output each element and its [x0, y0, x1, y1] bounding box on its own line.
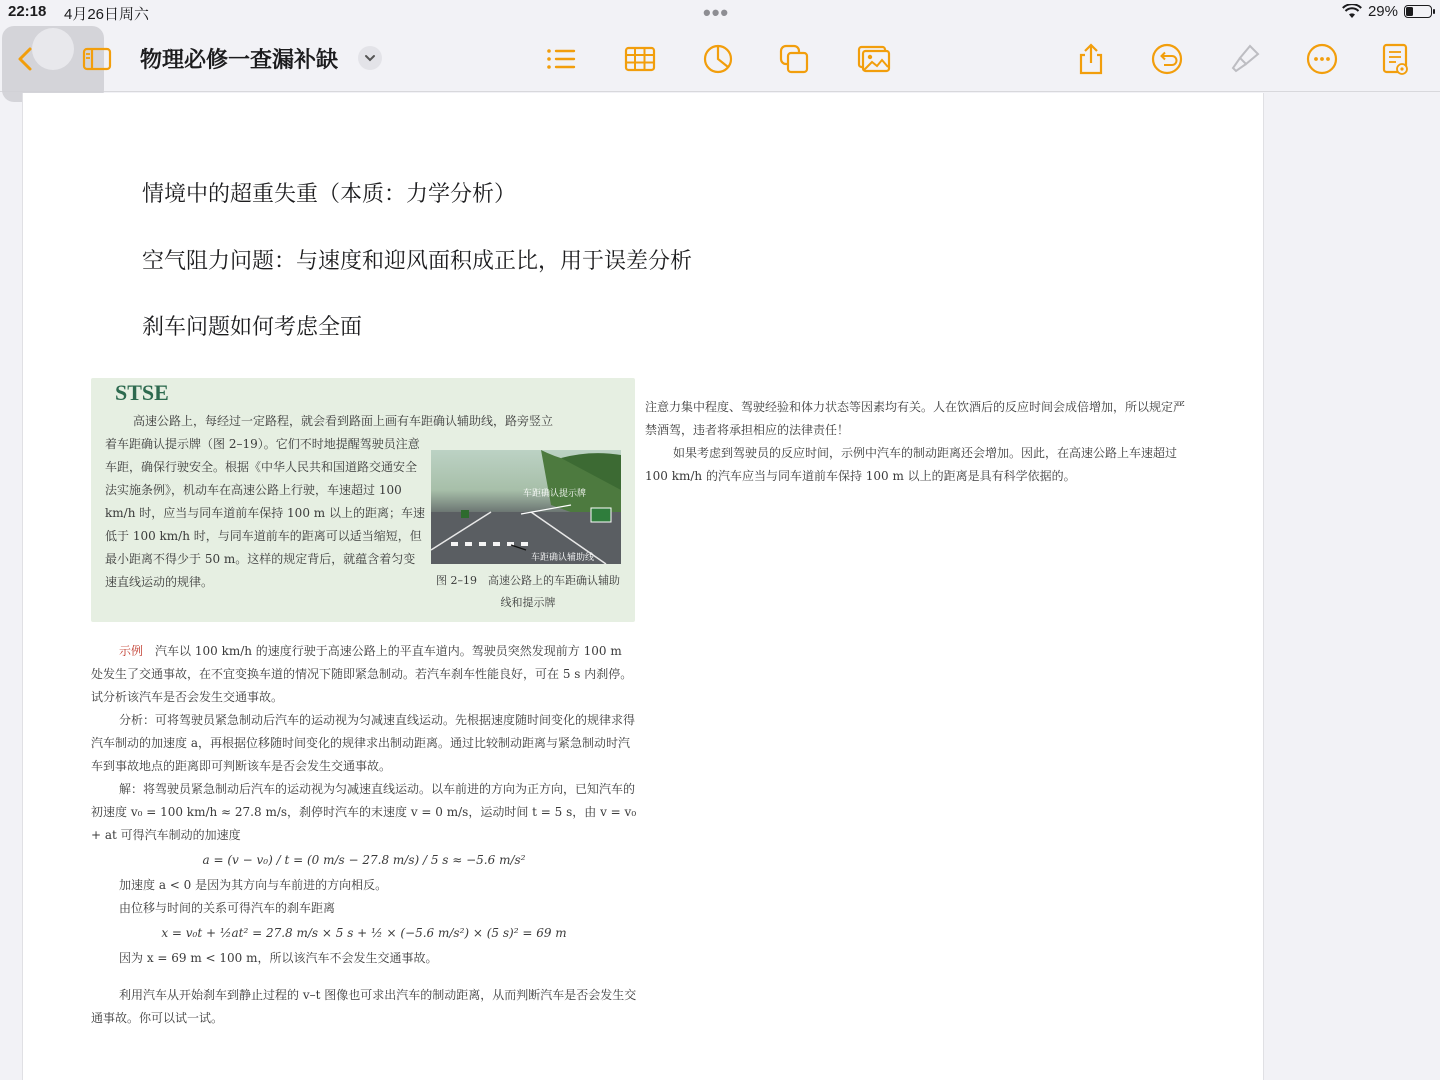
figure-caption: 图 2–19 高速公路上的车距确认辅助线和提示牌 [436, 574, 620, 609]
photo-label-sign: 车距确认提示牌 [523, 489, 587, 499]
distance-intro: 由位移与时间的关系可得汽车的刹车距离 [119, 901, 336, 915]
solution-text: 解：将驾驶员紧急制动后汽车的运动视为匀减速直线运动。以车前进的方向为正方向，已知汽车的初速度 v₀ = 100 km/h ≈ 27.8 m/s，刹停时汽车的末速度 v = 0 m/s，运动时间 t = 5 s，由 v = v₀ + at 可得汽车制动的加速度 [91, 782, 637, 842]
format-brush-icon[interactable] [1224, 38, 1266, 80]
document-page[interactable] [22, 93, 1264, 1080]
chevron-down-icon [363, 51, 377, 65]
share-icon[interactable] [1070, 38, 1112, 80]
undo-icon[interactable] [1146, 38, 1188, 80]
stse-title: STSE [115, 380, 169, 405]
note-line-3[interactable]: 刹车问题如何考虑全面 [142, 315, 363, 340]
status-bar [0, 0, 1440, 26]
road-photo [431, 450, 621, 564]
document-title[interactable]: 物理必修一查漏补缺 [140, 48, 339, 73]
stse-first-line: 高速公路上，每经过一定路程，就会看到路面上画有车距确认辅助线，路旁竖立 [133, 414, 554, 428]
formula-distance: x = v₀t + ½at² = 27.8 m/s × 5 s + ½ × (−5.6 m/s²) × (5 s)² = 69 m [161, 926, 567, 940]
chart-icon[interactable] [697, 38, 739, 80]
right-paragraph-2: 如果考虑到驾驶员的反应时间，示例中汽车的制动距离还会增加。因此，在高速公路上车速超过 100 km/h 的汽车应当与同车道前车保持 100 m 以上的距离是具有科学依据的。 [645, 446, 1178, 483]
table-icon[interactable] [619, 38, 661, 80]
status-right [1342, 3, 1432, 20]
stse-text [105, 410, 554, 594]
multitask-dots[interactable]: ••• [703, 0, 730, 25]
right-paragraph-1: 注意力集中程度、驾驶经验和体力状态等因素均有关。人在饮酒后的反应时间会成倍增加，所以规定严禁酒驾，违者将承担相应的法律责任！ [645, 400, 1186, 437]
stse-box [91, 378, 635, 622]
stse-rest: 着车距确认提示牌（图 2–19）。它们不时地提醒驾驶员注意车距，确保行驶安全。根据《中华人民共和国道路交通安全法实施条例》，机动车在高速公路上行驶，车速超过 100 km/h 时，应当与同车道前车保持 100 m 以上的距离；车速低于 100 km/h 时，与同车道前车的距离可以适当缩短，但最小距离不得少于 50 m。这样的规定背后，就蕴含着匀变速直线运动的规律。 [105, 437, 425, 589]
sidebar-icon[interactable] [76, 38, 118, 80]
acceleration-note: 加速度 a < 0 是因为其方向与车前进的方向相反。 [119, 878, 388, 892]
note-line-2[interactable]: 空气阻力问题：与速度和迎风面积成正比，用于误差分析 [142, 249, 693, 274]
example-section [91, 640, 637, 1030]
battery-percent: 29% [1367, 3, 1398, 20]
title-menu-button[interactable] [358, 46, 382, 70]
vt-note: 利用汽车从开始刹车到静止过程的 v–t 图像也可求出汽车的制动距离，从而判断汽车是否会发生交通事故。你可以试一试。 [91, 988, 637, 1025]
right-column [645, 396, 1195, 488]
analysis-text: 分析：可将驾驶员紧急制动后汽车的运动视为匀减速直线运动。先根据速度随时间变化的规律求得汽车制动的加速度 a，再根据位移随时间变化的规律求出制动距离。通过比较制动距离与紧急制动时汽车到事故地点的距离即可判断该车是否会发生交通事故。 [91, 713, 636, 773]
shapes-icon[interactable] [773, 38, 815, 80]
status-date: 4月26日周六 [64, 6, 150, 23]
example-tag: 示例 [119, 644, 144, 658]
more-icon[interactable] [1301, 38, 1343, 80]
formula-acceleration: a = (v − v₀) / t = (0 m/s − 27.8 m/s) / 5 s ≈ −5.6 m/s² [202, 853, 526, 867]
battery-icon [1404, 5, 1432, 18]
conclusion-text: 因为 x = 69 m < 100 m，所以该汽车不会发生交通事故。 [119, 951, 438, 965]
list-icon[interactable] [540, 38, 582, 80]
textbook-image[interactable] [91, 378, 1211, 1078]
wifi-icon [1342, 4, 1362, 19]
note-line-1[interactable]: 情境中的超重失重（本质：力学分析） [142, 182, 517, 207]
toolbar [0, 26, 1440, 92]
battery-fill [1406, 7, 1413, 16]
road-scene-image [431, 450, 621, 564]
back-icon[interactable] [6, 38, 48, 80]
media-icon[interactable] [853, 38, 895, 80]
document-settings-icon[interactable] [1374, 38, 1416, 80]
status-time: 22:18 [8, 3, 47, 20]
photo-label-line: 车距确认辅助线 [531, 553, 595, 563]
example-text: 汽车以 100 km/h 的速度行驶于高速公路上的平直车道内。驾驶员突然发现前方 100 m 处发生了交通事故，在不宜变换车道的情况下随即紧急制动。若汽车刹车性能良好，可在 5 s 内刹停。试分析该汽车是否会发生交通事故。 [91, 644, 633, 704]
